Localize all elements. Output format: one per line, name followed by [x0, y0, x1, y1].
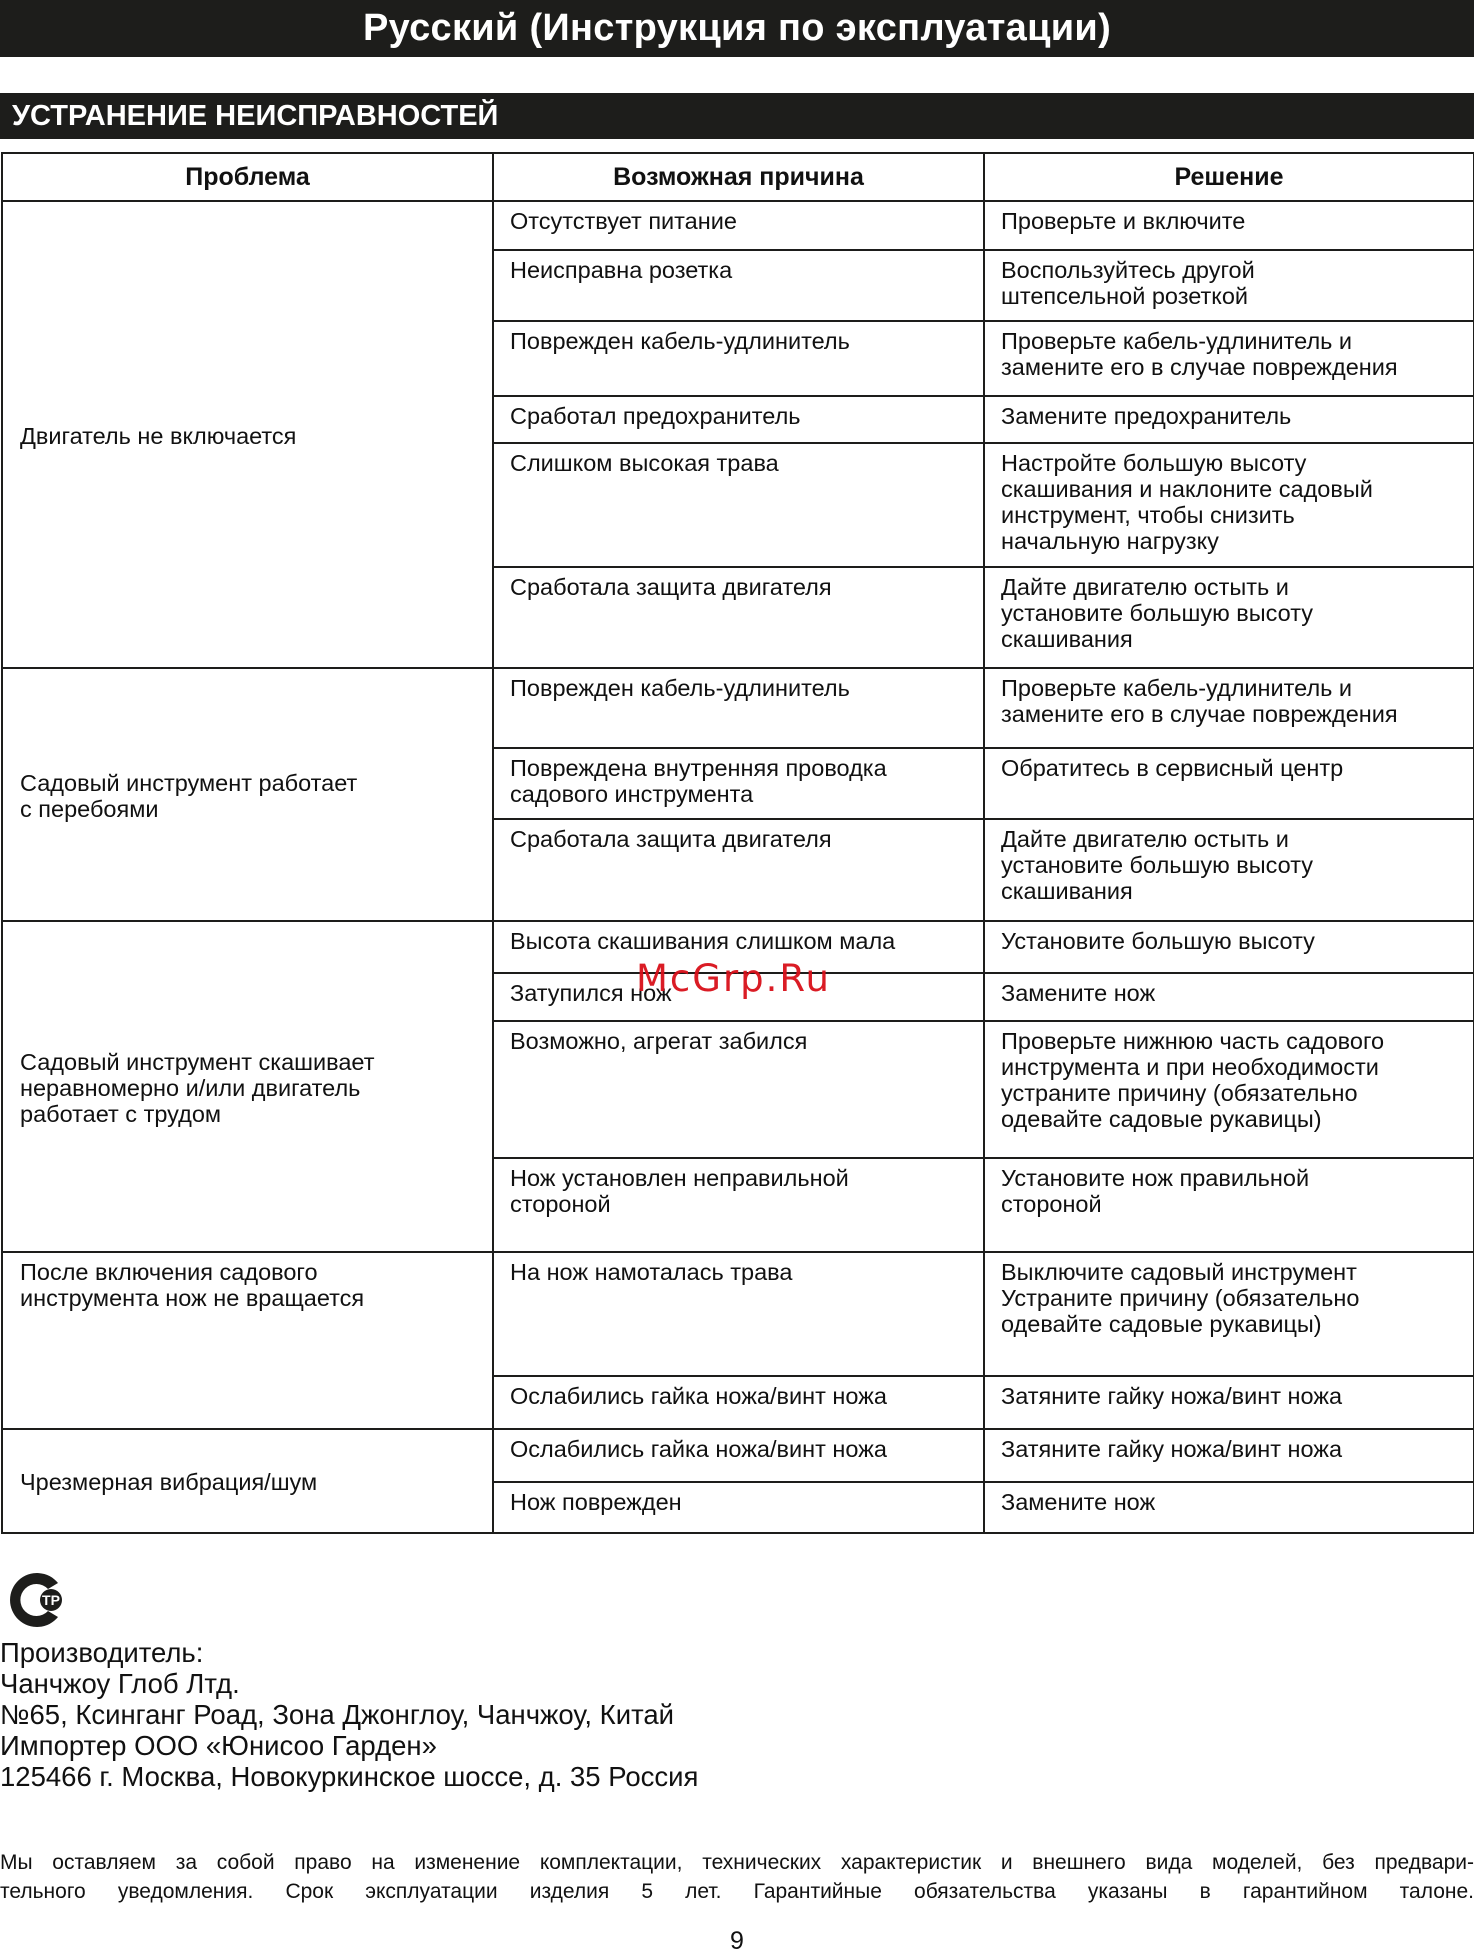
- problem-cell: После включения садового инструмента нож не вращается: [2, 1252, 493, 1429]
- solution-cell: Проверьте нижнюю часть садового инструмента и при необходимости устраните причину (обязательно одевайте садовые рукавицы): [984, 1021, 1474, 1158]
- cause-cell: Ослабились гайка ножа/винт ножа: [493, 1376, 984, 1429]
- solution-cell: Проверьте кабель-удлинитель и замените его в случае повреждения: [984, 321, 1474, 396]
- table-row: [2, 668, 1474, 748]
- column-header-problem: Проблема: [2, 153, 493, 201]
- cause-cell: Поврежден кабель-удлинитель: [493, 321, 984, 396]
- table-header-row: [2, 153, 1474, 201]
- manufacturer-company: Чанчжоу Глоб Лтд.: [0, 1668, 240, 1699]
- column-header-cause: Возможная причина: [493, 153, 984, 201]
- watermark: McGrp.Ru: [636, 957, 831, 1000]
- column-header-solution: Решение: [984, 153, 1474, 201]
- problem-cell: Чрезмерная вибрация/шум: [2, 1429, 493, 1533]
- solution-cell: Установите большую высоту: [984, 921, 1474, 973]
- solution-cell: Выключите садовый инструмент Устраните причину (обязательно одевайте садовые рукавицы): [984, 1252, 1474, 1376]
- section-title: УСТРАНЕНИЕ НЕИСПРАВНОСТЕЙ: [0, 93, 1474, 139]
- page-number: 9: [730, 1927, 744, 1955]
- manufacturer-address: №65, Ксинганг Роад, Зона Джонглоу, Чанчжоу, Китай: [0, 1699, 675, 1730]
- table-row: [2, 1429, 1474, 1482]
- disclaimer-line: Мы оставляем за собой право на изменение комплектации, технических характеристик и внешнего вида моделей, без предвари-: [0, 1851, 1474, 1874]
- cause-cell: Поврежден кабель-удлинитель: [493, 668, 984, 748]
- solution-cell: Установите нож правильной стороной: [984, 1158, 1474, 1252]
- cause-cell: Отсутствует питание: [493, 201, 984, 250]
- solution-cell: Проверьте кабель-удлинитель и замените его в случае повреждения: [984, 668, 1474, 748]
- cause-cell: Затупился нож: [493, 973, 984, 1021]
- solution-cell: Обратитесь в сервисный центр: [984, 748, 1474, 819]
- cause-cell: Слишком высокая трава: [493, 443, 984, 567]
- cause-cell: Высота скашивания слишком мала: [493, 921, 984, 973]
- manufacturer-info: [0, 1637, 1000, 1792]
- problem-cell: Двигатель не включается: [2, 201, 493, 668]
- disclaimer-line: тельного уведомления. Срок эксплуатации изделия 5 лет. Гарантийные обязательства указаны в гарантийном талоне.: [0, 1880, 1474, 1903]
- cause-cell: Неисправна розетка: [493, 250, 984, 321]
- cause-cell: Нож установлен неправильной стороной: [493, 1158, 984, 1252]
- cause-cell: Нож поврежден: [493, 1482, 984, 1533]
- table-row: [2, 1252, 1474, 1376]
- solution-cell: Затяните гайку ножа/винт ножа: [984, 1376, 1474, 1429]
- cause-cell: Ослабились гайка ножа/винт ножа: [493, 1429, 984, 1482]
- cause-cell: Повреждена внутренняя проводка садового инструмента: [493, 748, 984, 819]
- importer-address: 125466 г. Москва, Новокуркинское шоссе, д. 35 Россия: [0, 1761, 699, 1792]
- solution-cell: Воспользуйтесь другой штепсельной розеткой: [984, 250, 1474, 321]
- solution-cell: Настройте большую высоту скашивания и наклоните садовый инструмент, чтобы снизить начальную нагрузку: [984, 443, 1474, 567]
- cause-cell: Сработала защита двигателя: [493, 819, 984, 921]
- cause-cell: Сработал предохранитель: [493, 396, 984, 443]
- solution-cell: Дайте двигателю остыть и установите большую высоту скашивания: [984, 567, 1474, 668]
- svg-text:ТР: ТР: [42, 1592, 60, 1608]
- certification-mark-icon: [4, 1569, 72, 1631]
- page-header-title: Русский (Инструкция по эксплуатации): [0, 0, 1474, 57]
- disclaimer: [0, 1848, 1474, 1906]
- solution-cell: Замените нож: [984, 1482, 1474, 1533]
- solution-cell: Замените предохранитель: [984, 396, 1474, 443]
- problem-cell: Садовый инструмент работает с перебоями: [2, 668, 493, 921]
- cause-cell: Возможно, агрегат забился: [493, 1021, 984, 1158]
- problem-cell: Садовый инструмент скашивает неравномерно и/или двигатель работает с трудом: [2, 921, 493, 1252]
- solution-cell: Проверьте и включите: [984, 201, 1474, 250]
- cause-cell: Сработала защита двигателя: [493, 567, 984, 668]
- manufacturer-label: Производитель:: [0, 1637, 204, 1668]
- troubleshooting-table: [1, 152, 1474, 1534]
- solution-cell: Дайте двигателю остыть и установите большую высоту скашивания: [984, 819, 1474, 921]
- importer-name: Импортер ООО «Юнисоо Гарден»: [0, 1730, 437, 1761]
- table-row: [2, 201, 1474, 250]
- solution-cell: Затяните гайку ножа/винт ножа: [984, 1429, 1474, 1482]
- cause-cell: На нож намоталась трава: [493, 1252, 984, 1376]
- solution-cell: Замените нож: [984, 973, 1474, 1021]
